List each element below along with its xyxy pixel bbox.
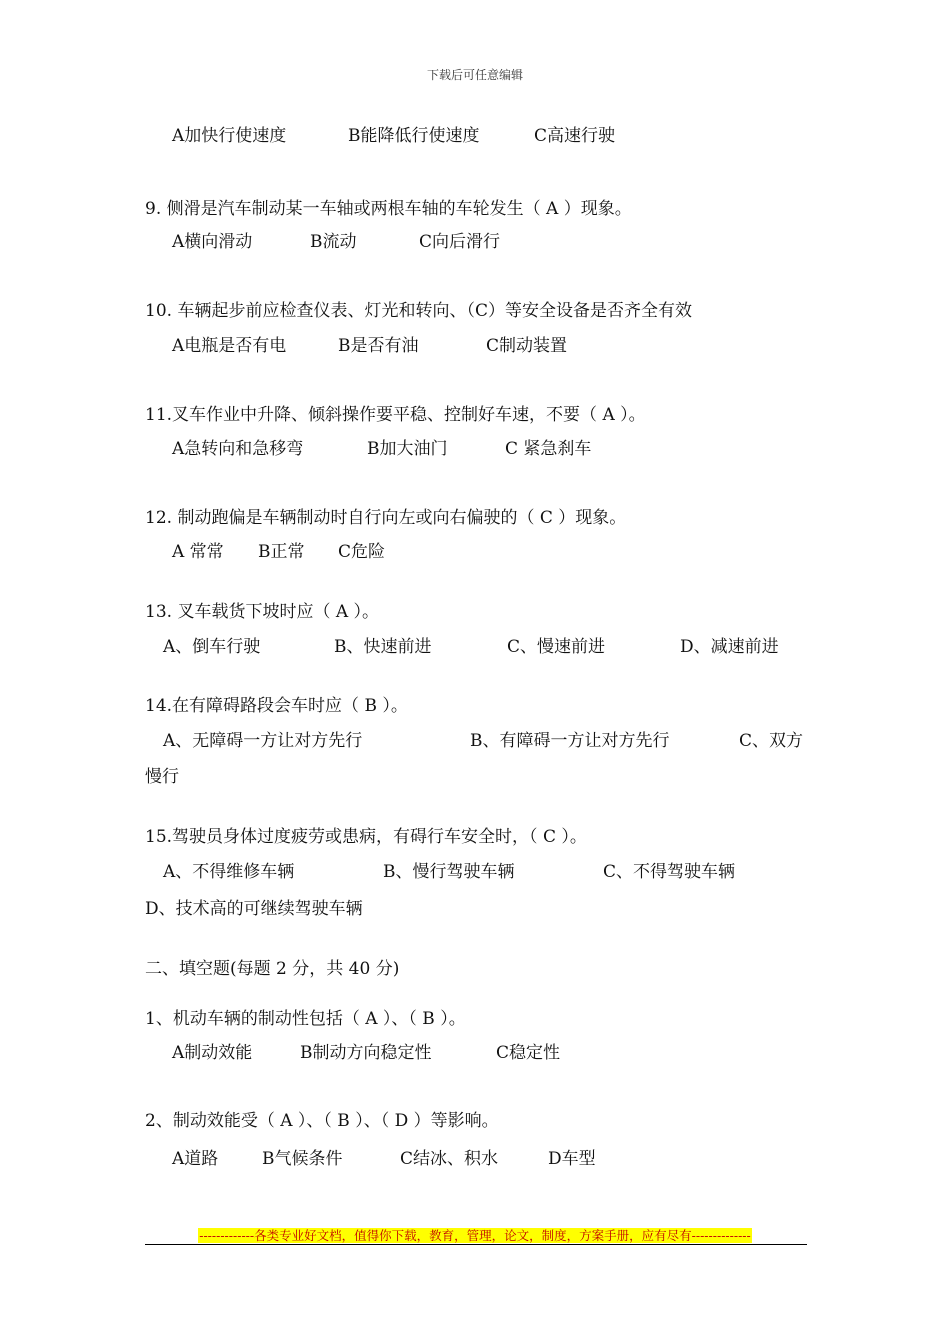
option-b: B、慢行驾驶车辆 <box>383 862 515 882</box>
option-b: B、有障碍一方让对方先行 <box>470 731 670 751</box>
option-a: A道路 <box>172 1149 219 1169</box>
page-footer <box>0 1226 950 1244</box>
question-12: 12. 制动跑偏是车辆制动时自行向左或向右偏驶的（ C ）现象。 <box>145 508 627 528</box>
question-13: 13. 叉车载货下坡时应（ A ）。 <box>145 602 380 622</box>
option-b: B流动 <box>310 232 357 252</box>
option-a: A制动效能 <box>172 1043 253 1063</box>
section-heading: 二、填空题(每题 2 分，共 40 分) <box>145 959 400 979</box>
option-b: B是否有油 <box>338 336 419 356</box>
question-11: 11.叉车作业中升降、倾斜操作要平稳、控制好车速，不要（ A ）。 <box>145 405 646 425</box>
option-continuation: 慢行 <box>145 767 179 787</box>
question-10: 10. 车辆起步前应检查仪表、灯光和转向、（C）等安全设备是否齐全有效 <box>145 301 692 321</box>
option-d: D、技术高的可继续驾驶车辆 <box>145 899 363 919</box>
option-b: B加大油门 <box>367 439 448 459</box>
option-b: B能降低行使速度 <box>348 126 480 146</box>
option-c: C高速行驶 <box>534 126 616 146</box>
option-a: A横向滑动 <box>172 232 253 252</box>
option-c: C制动装置 <box>486 336 568 356</box>
option-a: A、倒车行驶 <box>163 637 261 657</box>
option-c: C危险 <box>338 542 386 562</box>
question-15: 15.驾驶员身体过度疲劳或患病，有碍行车安全时，（ C ）。 <box>145 827 587 847</box>
option-b: B气候条件 <box>262 1149 343 1169</box>
option-a: A急转向和急移弯 <box>172 439 304 459</box>
option-a: A、无障碍一方让对方先行 <box>163 731 363 751</box>
option-a: A 常常 <box>172 542 224 562</box>
option-a: A、不得维修车辆 <box>163 862 295 882</box>
question-14: 14.在有障碍路段会车时应（ B ）。 <box>145 696 408 716</box>
option-c: C、双方 <box>739 731 804 751</box>
footer-divider <box>145 1244 807 1245</box>
option-b: B、快速前进 <box>334 637 432 657</box>
option-b: B正常 <box>258 542 305 562</box>
question-9: 9. 侧滑是汽车制动某一车轴或两根车轴的车轮发生（ A ）现象。 <box>145 199 632 219</box>
option-a: A电瓶是否有电 <box>172 336 287 356</box>
option-c: C、慢速前进 <box>507 637 606 657</box>
option-c: C稳定性 <box>496 1043 561 1063</box>
option-c: C、不得驾驶车辆 <box>603 862 736 882</box>
option-b: B制动方向稳定性 <box>300 1043 432 1063</box>
option-a: A加快行使速度 <box>172 126 287 146</box>
option-c: C向后滑行 <box>419 232 501 252</box>
fill-question-2: 2、制动效能受（ A ）、（ B ）、（ D ）等影响。 <box>145 1111 499 1131</box>
page-header: 下载后可任意编辑 <box>426 68 523 82</box>
option-c: C结冰、积水 <box>400 1149 499 1169</box>
footer-banner: -------------各类专业好文档，值得你下载，教育，管理，论文，制度，方案手册，应有尽有-------------- <box>199 1228 751 1243</box>
option-d: D车型 <box>548 1149 596 1169</box>
fill-question-1: 1、机动车辆的制动性包括（ A ）、（ B ）。 <box>145 1009 466 1029</box>
option-d: D、减速前进 <box>680 637 779 657</box>
option-c: C 紧急刹车 <box>505 439 592 459</box>
